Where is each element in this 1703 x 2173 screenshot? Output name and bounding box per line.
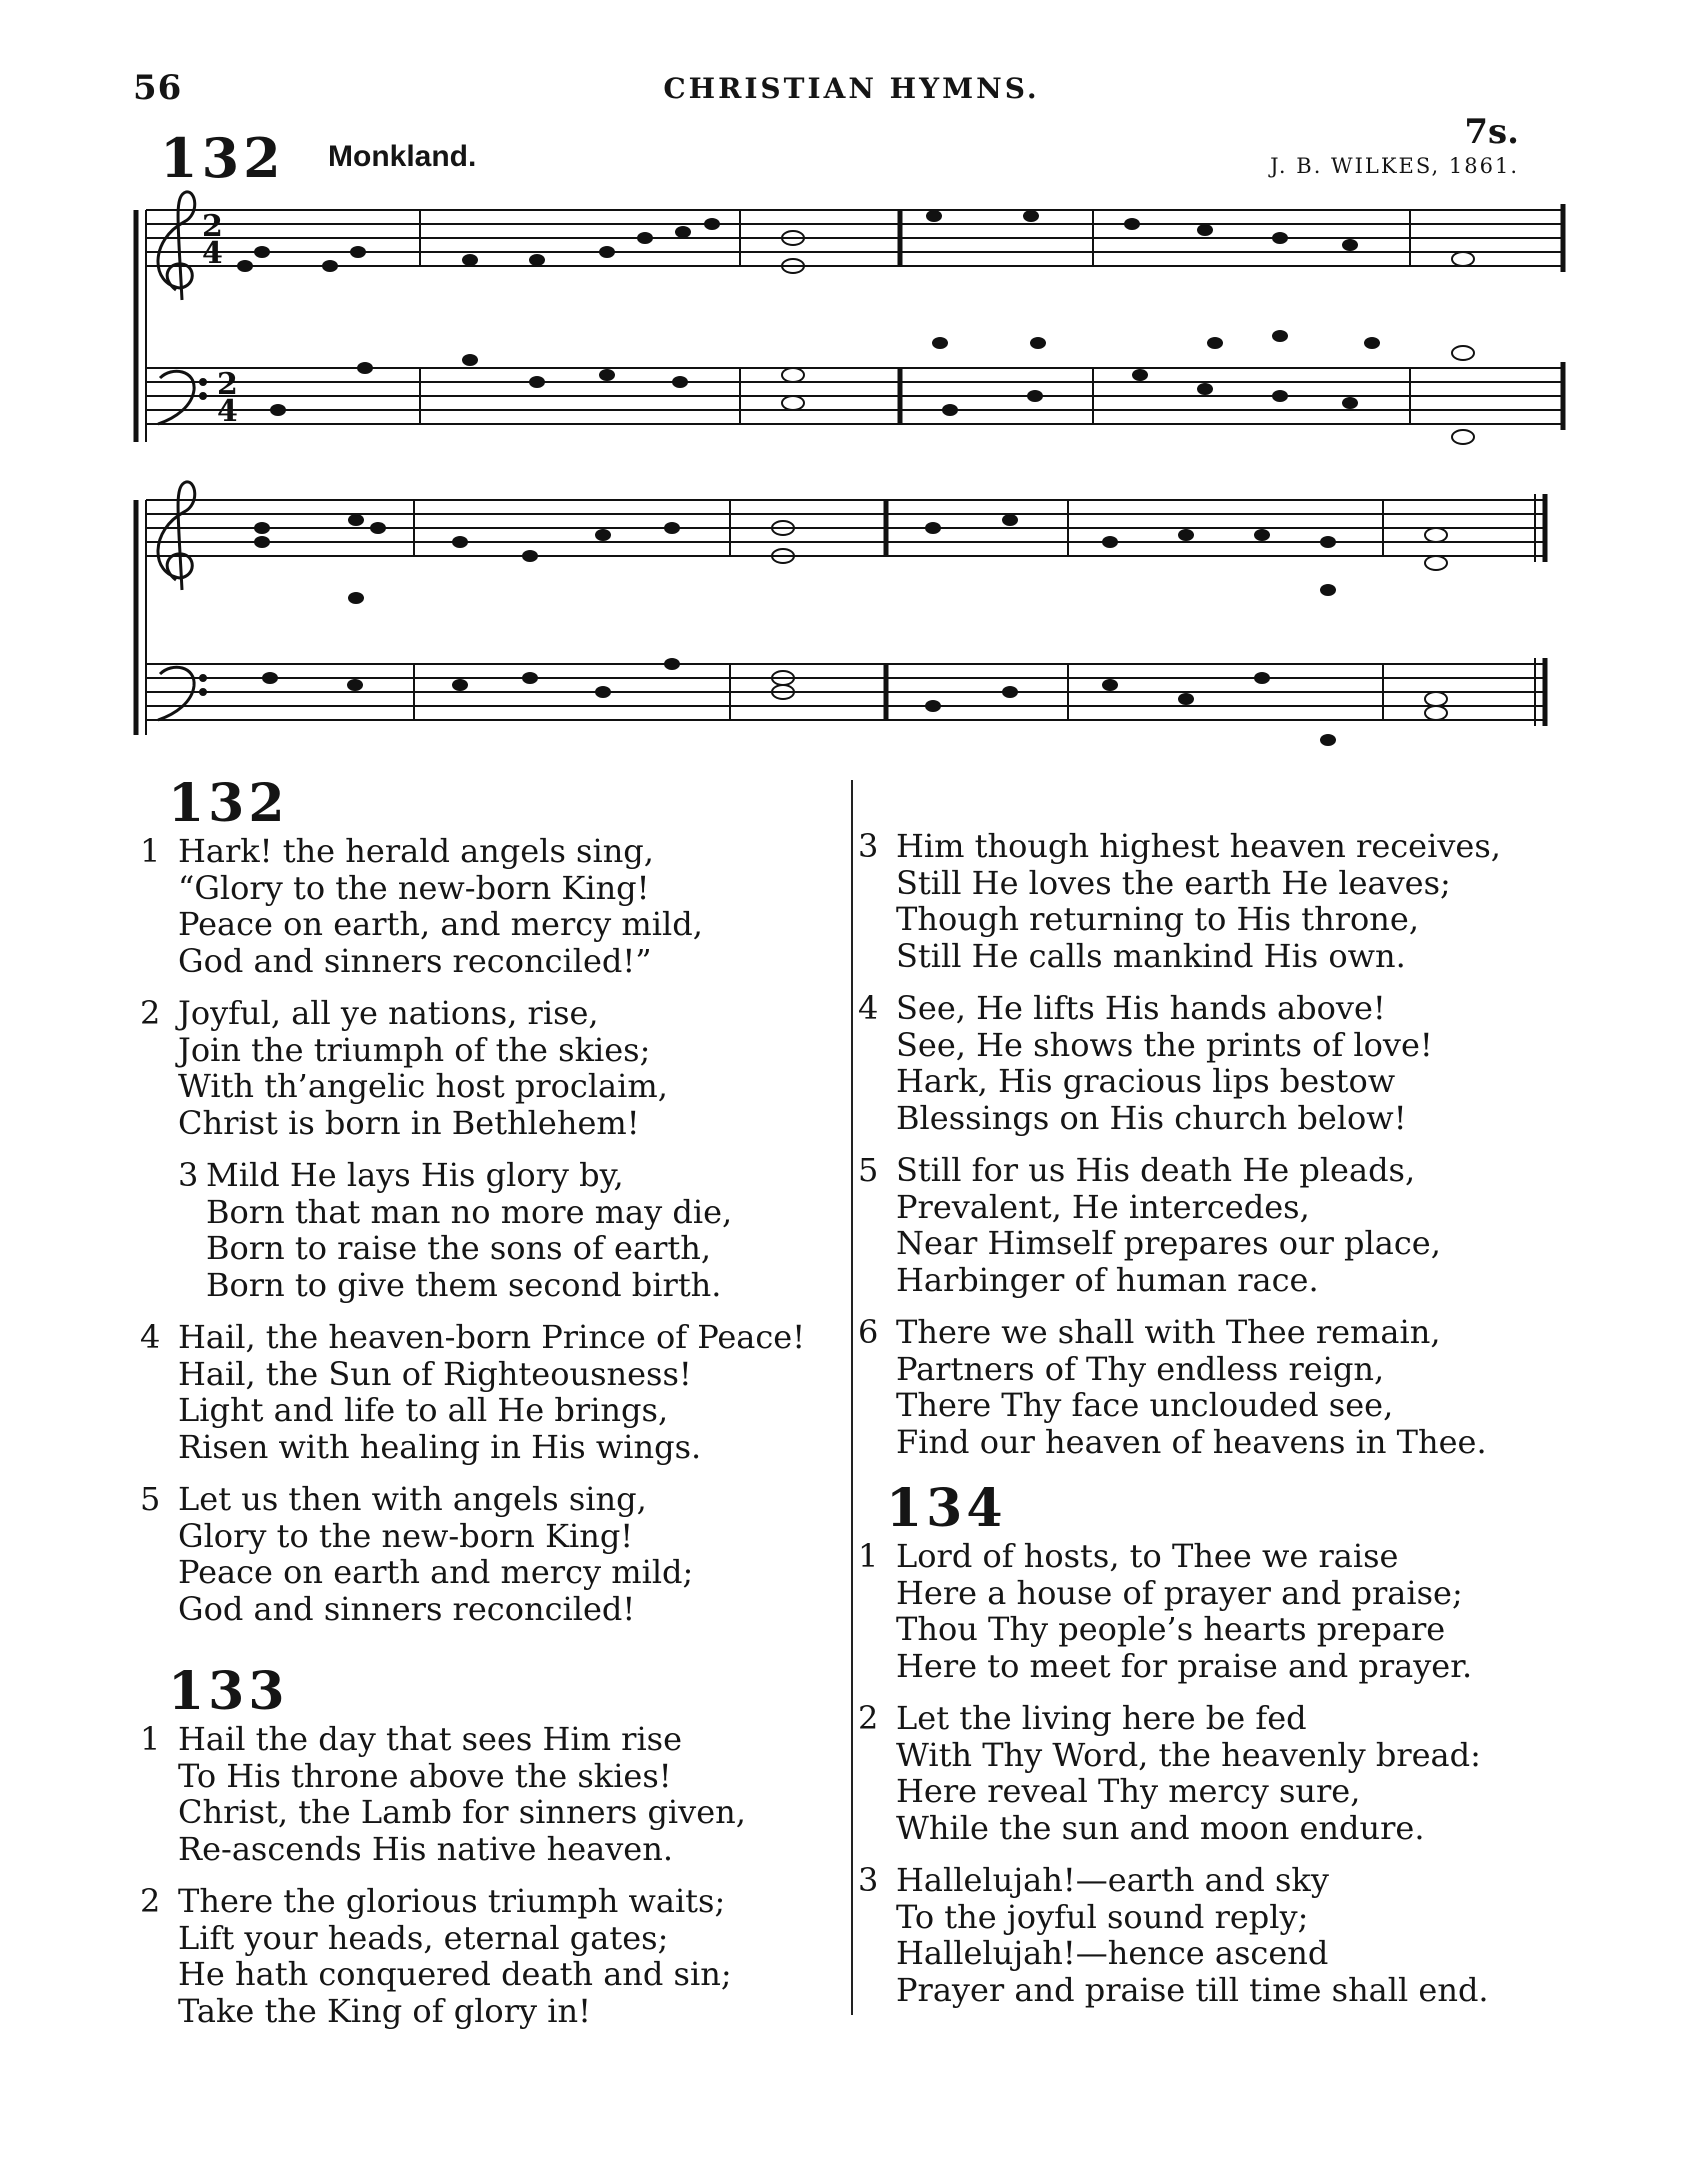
stanza-number: 3 — [858, 827, 879, 865]
stanza-line: Him though highest heaven receives, — [896, 827, 1501, 865]
stanza-line: To His throne above the skies! — [178, 1756, 672, 1795]
treble-clef-icon-2 — [158, 482, 195, 590]
stanza-line: Risen with healing in His wings. — [178, 1427, 702, 1466]
stanza-line: Hallelujah!—hence ascend — [896, 1934, 1329, 1972]
stanza-number: 4 — [140, 1318, 161, 1356]
stanza — [140, 1319, 840, 1465]
stanza-line: Hail, the Sun of Righteousness! — [178, 1354, 692, 1393]
stanza-number: 2 — [140, 1882, 161, 1920]
stanza-line: See, He lifts His hands above! — [896, 989, 1386, 1027]
stanza-line: See, He shows the prints of love! — [896, 1025, 1433, 1064]
stanza — [140, 1721, 840, 1867]
hymn-132-continued — [858, 828, 1578, 1460]
bass-staff — [146, 368, 1565, 424]
stanza — [140, 1157, 840, 1303]
stanza — [140, 995, 840, 1141]
treble-clef-icon — [158, 192, 195, 300]
stanza-line: Lord of hosts, to Thee we raise — [896, 1537, 1399, 1575]
hymn-number: 134 — [886, 1478, 1007, 1539]
stanza-line: Still for us His death He pleads, — [896, 1151, 1416, 1189]
stanza-line: Find our heaven of heavens in Thee. — [896, 1422, 1487, 1461]
stanza-line: Born that man no more may die, — [206, 1192, 733, 1231]
stanza-number: 2 — [140, 994, 161, 1032]
treble-staff-2 — [146, 500, 1545, 556]
running-head: CHRISTIAN HYMNS. — [663, 72, 1040, 105]
stanza-number: 5 — [140, 1480, 161, 1518]
stanza-line: Hark, His gracious lips bestow — [896, 1062, 1396, 1100]
bass-clef-icon — [158, 371, 194, 424]
stanza-line: Hallelujah!—earth and sky — [896, 1861, 1329, 1899]
stanza-line: Mild He lays His glory by, — [206, 1156, 624, 1194]
stanza-number: 3 — [858, 1861, 879, 1899]
bass-time-top: 2 — [217, 367, 238, 402]
stanza-line: Take the King of glory in! — [178, 1991, 591, 2030]
stanza-line: Partners of Thy endless reign, — [896, 1349, 1385, 1388]
bass-clef-icon-2 — [158, 667, 194, 720]
stanza-line: Blessings on His church below! — [896, 1098, 1407, 1137]
stanza-line: Christ is born in Bethlehem! — [178, 1103, 640, 1142]
stanza-line: Light and life to all He brings, — [178, 1391, 669, 1429]
stanza-line: Glory to the new-born King! — [178, 1516, 634, 1555]
stanza — [858, 1700, 1578, 1846]
stanza — [140, 1481, 840, 1627]
stanza-number: 5 — [858, 1151, 879, 1189]
treble-time-top: 2 — [202, 209, 223, 244]
stanza-number: 1 — [140, 832, 161, 870]
stanza-line: Still He loves the earth He leaves; — [896, 863, 1451, 902]
stanza-number: 1 — [858, 1537, 879, 1575]
hymn-133 — [140, 1663, 840, 2029]
stanza — [858, 1152, 1578, 1298]
stanza-line: Hail, the heaven-born Prince of Peace! — [178, 1318, 806, 1356]
stanza-line: To the joyful sound reply; — [896, 1897, 1309, 1936]
stanza-line: He hath conquered death and sin; — [178, 1955, 732, 1993]
stanza-line: Let the living here be fed — [896, 1699, 1307, 1737]
music-system-2 — [136, 482, 1545, 746]
page-number: 56 — [133, 68, 183, 108]
stanza-line: Near Himself prepares our place, — [896, 1224, 1441, 1262]
stanza-line: Re-ascends His native heaven. — [178, 1829, 674, 1868]
composer-credit: J. B. WILKES, 1861. — [1270, 154, 1519, 178]
stanza-line: Peace on earth, and mercy mild, — [178, 905, 703, 943]
stanza-line: God and sinners reconciled! — [178, 1589, 636, 1628]
tune-name: Monkland. — [328, 140, 477, 173]
stanza-line: Harbinger of human race. — [896, 1260, 1319, 1299]
stanza-line: Though returning to His throne, — [896, 900, 1419, 938]
note-heads — [237, 210, 1380, 416]
stanza-line: Here to meet for praise and prayer. — [896, 1646, 1473, 1685]
treble-time-bottom: 4 — [202, 236, 223, 271]
stanza-line: Here reveal Thy mercy sure, — [896, 1772, 1361, 1810]
stanza-line: Born to give them second birth. — [206, 1265, 722, 1304]
stanza — [858, 1314, 1578, 1460]
tune-number: 132 — [160, 126, 285, 190]
left-column — [140, 775, 840, 2045]
stanza — [858, 828, 1578, 974]
stanza-line: Let us then with angels sing, — [178, 1480, 647, 1518]
stanza-line: “Glory to the new-born King! — [178, 868, 650, 907]
stanza-line: Hark! the herald angels sing, — [178, 832, 654, 870]
stanza-line: There we shall with Thee remain, — [896, 1313, 1441, 1351]
note-heads-2 — [254, 514, 1336, 746]
hymn-number: 133 — [168, 1661, 289, 1722]
stanza-line: With th’angelic host proclaim, — [178, 1067, 668, 1105]
stanza-line: God and sinners reconciled!” — [178, 941, 652, 980]
stanza-line: Still He calls mankind His own. — [896, 936, 1406, 975]
stanza — [858, 1538, 1578, 1684]
stanza-line: Prevalent, He intercedes, — [896, 1187, 1310, 1226]
stanza-line: Christ, the Lamb for sinners given, — [178, 1793, 746, 1831]
bass-time-bottom: 4 — [217, 394, 238, 429]
stanza-line: Prayer and praise till time shall end. — [896, 1970, 1489, 2009]
meter: 7s. — [1464, 112, 1519, 152]
stanza-line: Born to raise the sons of earth, — [206, 1229, 711, 1267]
stanza-line: Thou Thy people’s hearts prepare — [896, 1610, 1446, 1648]
hymn-number: 132 — [168, 773, 289, 834]
stanza-number: 3 — [178, 1156, 199, 1194]
stanza-number: 1 — [140, 1720, 161, 1758]
stanza-line: Lift your heads, eternal gates; — [178, 1918, 669, 1957]
stanza-number: 2 — [858, 1699, 879, 1737]
bass-staff-2 — [146, 664, 1545, 720]
hymn-132 — [140, 775, 840, 1627]
stanza — [140, 833, 840, 979]
stanza-line: With Thy Word, the heavenly bread: — [896, 1735, 1481, 1774]
stanza-line: There the glorious triumph waits; — [178, 1882, 726, 1920]
right-column — [858, 828, 1578, 2024]
stanza — [858, 990, 1578, 1136]
stanza-line: Peace on earth and mercy mild; — [178, 1553, 694, 1591]
column-divider — [851, 780, 853, 2015]
hymn-134 — [858, 1480, 1578, 2008]
music-system-1 — [136, 192, 1565, 444]
stanza-line: There Thy face unclouded see, — [896, 1386, 1394, 1424]
stanza-line: Join the triumph of the skies; — [178, 1030, 651, 1069]
stanza-line: Joyful, all ye nations, rise, — [178, 994, 599, 1032]
stanza-line: Hail the day that sees Him rise — [178, 1720, 683, 1758]
stanza — [858, 1862, 1578, 2008]
stanza-number: 6 — [858, 1313, 879, 1351]
stanza-line: Here a house of prayer and praise; — [896, 1573, 1463, 1612]
stanza-number: 4 — [858, 989, 879, 1027]
stanza — [140, 1883, 840, 2029]
stanza-line: While the sun and moon endure. — [896, 1808, 1425, 1847]
